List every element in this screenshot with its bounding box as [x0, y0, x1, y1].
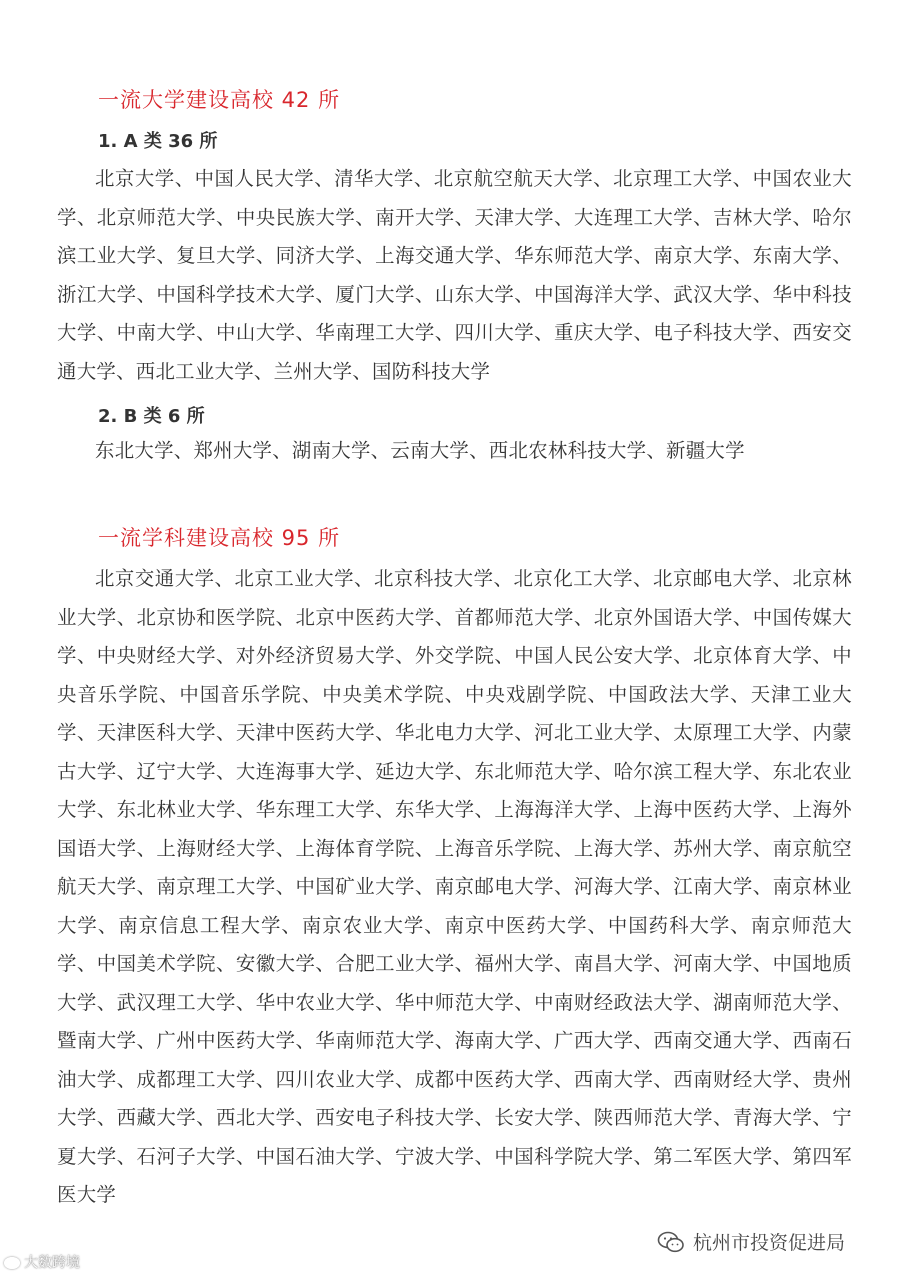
watermark-left [4, 1252, 80, 1272]
wechat-icon [657, 1231, 685, 1253]
watermark-right-text: 杭州市投资促进局 [693, 1232, 846, 1254]
section1-title: 一流大学建设高校 42 所 [98, 88, 341, 112]
section2-title: 一流学科建设高校 95 所 [98, 526, 341, 550]
section1-list-b: 东北大学、郑州大学、湖南大学、云南大学、西北农林科技大学、新疆大学 [95, 439, 745, 462]
watermark-left-text: 大数跨境 [24, 1255, 80, 1271]
section1-sub-a: 1. A 类 36 所 [98, 131, 218, 152]
section1-sub-b: 2. B 类 6 所 [98, 406, 205, 427]
section1-list-a: 北京大学、中国人民大学、清华大学、北京航空航天大学、北京理工大学、中国农业大学、北京师范大学、中央民族大学、南开大学、天津大学、大连理工大学、吉林大学、哈尔滨工业大学、复旦大学、同济大学、上海交通大学、华东师范大学、南京大学、东南大学、浙江大学、中国科学技术大学、厦门大学、山东大学、中国海洋大学、武汉大学、华中科技大学、中南大学、中山大学、华南理工大学、四川大学、重庆大学、电子科技大学、西安交通大学、西北工业大学、兰州大学、国防科技大学 [57, 167, 852, 383]
watermark-right [657, 1228, 845, 1255]
section2-list: 北京交通大学、北京工业大学、北京科技大学、北京化工大学、北京邮电大学、北京林业大学、北京协和医学院、北京中医药大学、首都师范大学、北京外国语大学、中国传媒大学、中央财经大学、对外经济贸易大学、外交学院、中国人民公安大学、北京体育大学、中央音乐学院、中国音乐学院、中央美术学院、中央戏剧学院、中国政法大学、天津工业大学、天津医科大学、天津中医药大学、华北电力大学、河北工业大学、太原理工大学、内蒙古大学、辽宁大学、大连海事大学、延边大学、东北师范大学、哈尔滨工程大学、东北农业大学、东北林业大学、华东理工大学、东华大学、上海海洋大学、上海中医药大学、上海外国语大学、上海财经大学、上海体育学院、上海音乐学院、上海大学、苏州大学、南京航空航天大学、南京理工大学、中国矿业大学、南京邮电大学、河海大学、江南大学、南京林业大学、南京信息工程大学、南京农业大学、南京中医药大学、中国药科大学、南京师范大学、中国美术学院、安徽大学、合肥工业大学、福州大学、南昌大学、河南大学、中国地质大学、武汉理工大学、华中农业大学、华中师范大学、中南财经政法大学、湖南师范大学、暨南大学、广州中医药大学、华南师范大学、海南大学、广西大学、西南交通大学、西南石油大学、成都理工大学、四川农业大学、成都中医药大学、西南大学、西南财经大学、贵州大学、西藏大学、西北大学、西安电子科技大学、长安大学、陕西师范大学、青海大学、宁夏大学、石河子大学、中国石油大学、宁波大学、中国科学院大学、第二军医大学、第四军医大学 [57, 567, 852, 1206]
weibo-eye-icon [4, 1257, 20, 1269]
